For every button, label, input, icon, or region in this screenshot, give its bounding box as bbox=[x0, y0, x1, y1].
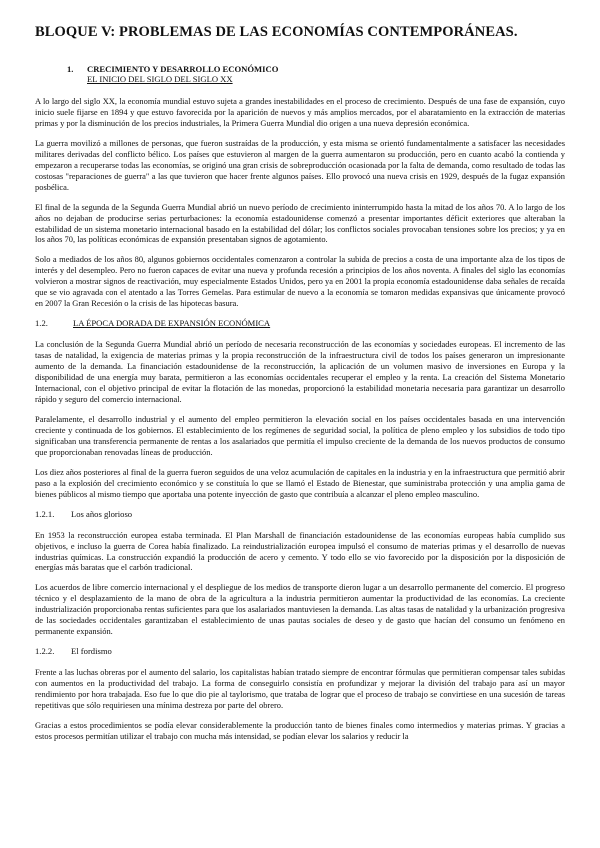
paragraph: La guerra movilizó a millones de personas, que fueron sustraídas de la producción, y esta misma se orientó fundamentalmente a satisfacer las necesidades militares derivadas del conflicto bélico. Los países que estuvieron al margen de la guerra aumentaron su producción, pero en cuanto acabó la contienda y empezaron a recuperarse todas las economías, se originó una gran crisis de sobreproducción ocasionada por la falta de demanda, como resultado de todas las costosas "reparaciones de guerra" a las que tuvieron que hacer frente algunos países. Ello provocó una nueva crisis en 1929, después de la fugaz expansión posbélica. bbox=[35, 137, 565, 192]
subsection-1-2-1-heading bbox=[35, 509, 565, 519]
section-1-2-title: LA ÉPOCA DORADA DE EXPANSIÓN ECONÓMICA bbox=[73, 318, 271, 329]
paragraph: La conclusión de la Segunda Guerra Mundial abrió un período de necesaria reconstrucción de las economías y sociedades europeas. El incremento de las tasas de natalidad, la exigencia de materias primas y la propia reconstrucción de la infraestructura civil de todos los países generaron un impresionante aumento de la demanda. La financiación estadounidense de la reconstrucción, la aplicación de un volumen masivo de inversiones en Europa y la disponibilidad de una energía muy barata, permitieron a las economías occidentales recuperar el empleo y la renta. La creación del Sistema Monetario Internacional, con el objetivo principal de evitar la flotación de las monedas, proporcionó la estabilidad monetaria necesaria para garantizar un desarrollo rápido y seguro del comercio internacional. bbox=[35, 339, 565, 404]
paragraph: Los diez años posteriores al final de la guerra fueron seguidos de una veloz acumulación de capitales en la industria y en la infraestructura que permitió abrir paso a la explosión del crecimiento económico y se constituía lo que se llamó el Estado de Bienestar, que suministraba protección y una amplia gama de bienes públicos al mismo tiempo que aportaba una potente inyección de gasto que contribuía a alcanzar el pleno empleo masculino. bbox=[35, 466, 565, 499]
paragraph: Los acuerdos de libre comercio internacional y el despliegue de los medios de transporte dieron lugar a un desarrollo permanente del comercio. El progreso técnico y el desplazamiento de la mano de obra de la agricultura a la industria permitieron aumentar la productividad de las economías. La creciente industrialización proporcionaba rentas suficientes para que los asalariados mantuviesen la demanda. Las altas tasas de natalidad y la urbanización progresiva de las sociedades occidentales garantizaban el establecimiento de unas pautas sociales de deseo y de gasto que hacían del consumo un fenómeno en permanente expansión. bbox=[35, 582, 565, 637]
paragraph: En 1953 la reconstrucción europea estaba terminada. El Plan Marshall de financiación estadounidense de las economías europeas había cumplido sus objetivos, e incluso la guerra de Corea había finalizado. La reindustrialización europea impulsó el consumo de materias primas y el desarrollo de nuevas industrias químicas. La construcción expandió la producción de acero y cemento. Y todo ello se vio favorecido por la disposición por la disposición de energías más baratas que el carbón tradicional. bbox=[35, 529, 565, 573]
paragraph: Solo a mediados de los años 80, algunos gobiernos occidentales comenzaron a controlar la subida de precios a costa de una importante alza de los tipos de interés y del desempleo. Pero no fueron capaces de evitar una nueva y profunda recesión a principios de los años noventa. A finales del siglo las economías volvieron a mostrar signos de reactivación, muy especialmente Estados Unidos, pero ya en 2001 la propia economía estadounidense daba señales de recaída que se vio agravada con el atentado a las Torres Gemelas. Para estimular de nuevo a la economía se tomaron medidas expansivas que únicamente provocó en 2007 la Gran Recesión o la crisis de las hipotecas basura. bbox=[35, 254, 565, 309]
section-1-2-heading bbox=[35, 318, 565, 328]
section-1-2-number: 1.2. bbox=[35, 318, 48, 329]
subsection-1-2-1-title: Los años glorioso bbox=[71, 508, 133, 519]
paragraph: El final de la segunda de la Segunda Guerra Mundial abrió un nuevo período de crecimiento ininterrumpido hasta la mitad de los años 70. A lo largo de los años no dejaban de producirse serias perturbaciones: la economía estadounidense comenzó a presentar importantes déficit exteriores que alteraban la estabilidad de un sistema monetario internacional basado en la estabilidad del dólar; los conflictos sociales provocaban tensiones sobre los precios; y ya en los años 70, las políticas económicas de expansión presentaban signos de agotamiento. bbox=[35, 201, 565, 245]
section-1-title: CRECIMIENTO Y DESARROLLO ECONÓMICO bbox=[87, 64, 279, 74]
paragraph: Paralelamente, el desarrollo industrial y el aumento del empleo permitieron la elevación social en los países occidentales basada en una intervención creciente y continuada de los gobiernos. El establecimiento de los regímenes de seguridad social, la política de pleno empleo y los subsidios de todo tipo significaban una transferencia permanente de rentas a los asalariados que permitía el impulso creciente de la demanda de los nuevos productos de consumo que proporcionaban renovadas líneas de producción. bbox=[35, 413, 565, 457]
paragraph: A lo largo del siglo XX, la economía mundial estuvo sujeta a grandes inestabilidades en el proceso de crecimiento. Después de una fase de expansión, cuyo inicio suele fijarse en 1894 y que estuvo favorecida por la aparición de nuevos y más amplios mercados, por el abaratamiento en la extracción de materias primas y por la disminución de los precios industriales, la Primera Guerra Mundial dio origen a una nueva depresión económica. bbox=[35, 96, 565, 128]
section-1-number: 1. bbox=[67, 64, 74, 74]
section-1-heading bbox=[59, 64, 565, 84]
paragraph: Frente a las luchas obreras por el aumento del salario, los capitalistas habían tratado siempre de encontrar fórmulas que permitieran compensar tales subidas con aumentos en la productividad del trabajo. La forma de conseguirlo consistía en profundizar y mejorar la división del trabajo para así un mayor rendimiento por hora trabajada. Eso fue lo que dio pie al taylorismo, que trataba de lograr que el proceso de trabajo se convirtiese en una sucesión de tareas repetitivas que sólo requiriesen una mínima destreza por parte del obrero. bbox=[35, 667, 565, 711]
subsection-1-1-title: EL INICIO DEL SIGLO DEL SIGLO XX bbox=[87, 74, 233, 84]
paragraph: Gracias a estos procedimientos se podía elevar considerablemente la producción tanto de bienes finales como intermedios y materias primas. Y gracias a estos procesos permitían utilizar el trabajo con mucha más intensidad, se podían elevar los salarios y reducir la bbox=[35, 719, 565, 741]
subsection-1-2-1-number: 1.2.1. bbox=[35, 508, 55, 519]
document-title: BLOQUE V: PROBLEMAS DE LAS ECONOMÍAS CONTEMPORÁNEAS. bbox=[35, 24, 518, 40]
subsection-1-2-2-number: 1.2.2. bbox=[35, 646, 55, 657]
subsection-1-2-2-title: El fordismo bbox=[71, 646, 112, 657]
subsection-1-2-2-heading bbox=[35, 646, 565, 656]
